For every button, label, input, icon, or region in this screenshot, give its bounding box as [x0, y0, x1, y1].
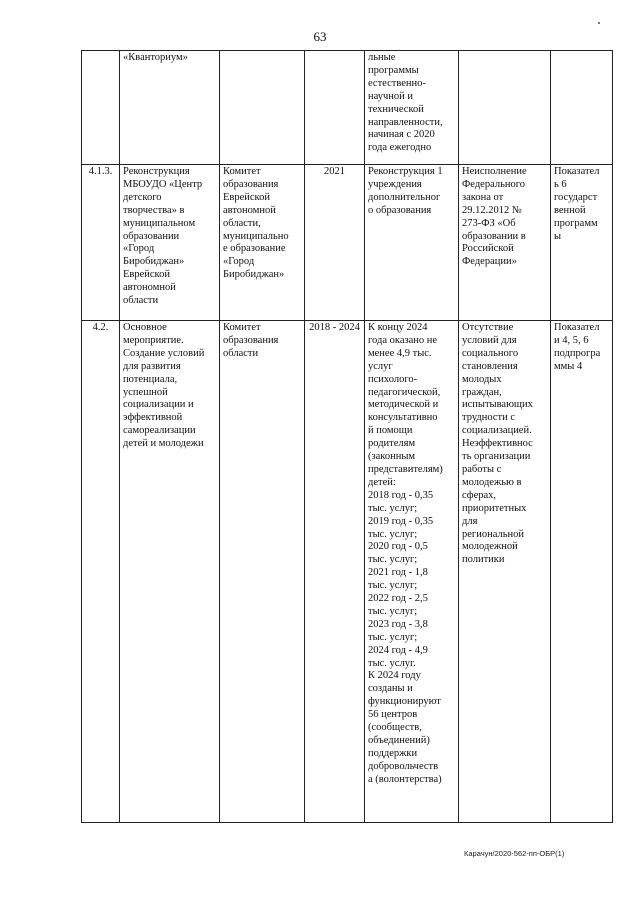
cell-line: молодых [462, 373, 502, 385]
cell-year: 2018 - 2024 [305, 321, 365, 823]
cell-line: направленности, [368, 116, 443, 128]
cell-line: ь 6 [554, 178, 567, 190]
cell-line: социализацией. [462, 425, 532, 437]
cell-line: социального [462, 347, 519, 359]
cell-line: Создание условий [123, 347, 205, 359]
cell-line: объединений) [368, 735, 430, 746]
cell-line: для развития [123, 360, 181, 372]
cell-line: созданы и [368, 683, 413, 695]
cell-line: эффективной [123, 412, 183, 424]
cell-line: консультативно [368, 412, 438, 424]
cell-line: ть организации [462, 451, 531, 463]
cell-line: региональной [462, 528, 524, 540]
cell-line: учреждения [368, 178, 422, 190]
cell-line: венной [554, 204, 586, 216]
cell-line: детей и молодежи [123, 438, 204, 450]
cell-line: научной и [368, 90, 414, 102]
cell-line: подпрогра [554, 347, 601, 359]
cell-executor [220, 165, 305, 321]
cell-line: Реконструкция 1 [368, 166, 443, 177]
measures-table [81, 50, 613, 823]
cell-line: родителям [368, 438, 416, 450]
cell-line: политики [462, 554, 505, 566]
cell-line: и 4, 5, 6 [554, 334, 589, 346]
cell-line: образования [223, 178, 279, 190]
cell-line: детей: [368, 476, 396, 488]
cell-line: Неэффективнос [462, 438, 533, 450]
cell-num: 4.2. [82, 321, 120, 823]
cell-line: «Город [123, 243, 155, 255]
cell-line: ммы 4 [554, 360, 583, 372]
cell-line: педагогической, [368, 386, 441, 398]
cell-line: тыс. услуг; [368, 631, 418, 643]
cell-line: «Кванториум» [123, 52, 188, 63]
cell-line: добровольчеств [368, 760, 439, 772]
cell-consequence [459, 51, 551, 165]
cell-line: граждан, [462, 386, 502, 398]
cell-line: а (волонтерства) [368, 773, 442, 785]
cell-link [551, 51, 613, 165]
cell-line: тыс. услуг; [368, 580, 418, 592]
cell-line: приоритетных [462, 502, 527, 514]
cell-line: тыс. услуг; [368, 605, 418, 617]
cell-line: 2019 год - 0,35 [368, 515, 434, 527]
cell-executor [220, 51, 305, 165]
cell-line: Еврейской [223, 191, 270, 203]
document-code: Карачун/2020-562-пп-ОБР(1) [464, 849, 565, 858]
cell-line: 2021 год - 1,8 [368, 567, 428, 579]
cell-line: области, [223, 217, 261, 229]
cell-consequence [459, 321, 551, 823]
cell-line: области [223, 347, 259, 359]
cell-line: Комитет [223, 166, 261, 177]
cell-line: образования [223, 334, 279, 346]
cell-line: Неисполнение [462, 166, 527, 177]
cell-line: начиная с 2020 [368, 129, 435, 141]
cell-line: 2024 год - 4,9 [368, 644, 428, 656]
cell-line: естественно- [368, 77, 426, 89]
cell-line: методической и [368, 399, 439, 411]
cell-line: поддержки [368, 747, 418, 759]
cell-line: о образования [368, 204, 432, 216]
cell-line: Российской [462, 243, 514, 255]
cell-line: социализации и [123, 399, 194, 411]
cell-num: 4.1.3. [82, 165, 120, 321]
scan-mark [598, 22, 600, 24]
cell-line: потенциала, [123, 373, 178, 385]
cell-executor [220, 321, 305, 823]
cell-line: самореализации [123, 425, 196, 437]
cell-line: ы [554, 230, 562, 242]
cell-line: психолого- [368, 373, 418, 385]
cell-result [365, 321, 459, 823]
cell-line: 2020 год - 0,5 [368, 541, 428, 553]
cell-line: «Город [223, 256, 255, 268]
table-row [82, 51, 613, 165]
cell-line: условий для [462, 334, 517, 346]
cell-line: Отсутствие [462, 322, 514, 333]
cell-line: для [462, 515, 478, 527]
cell-line: К концу 2024 [368, 322, 428, 333]
cell-line: года ежегодно [368, 142, 432, 154]
cell-link [551, 165, 613, 321]
cell-line: Показател [554, 322, 600, 333]
cell-line: Еврейской [123, 269, 170, 281]
cell-consequence [459, 165, 551, 321]
cell-line: тыс. услуг; [368, 528, 418, 540]
cell-result [365, 165, 459, 321]
cell-line: Биробиджан» [223, 269, 285, 281]
cell-line: дополнительног [368, 191, 441, 203]
cell-num [82, 51, 120, 165]
cell-name [120, 321, 220, 823]
cell-line: работы с [462, 463, 502, 475]
cell-line: трудности с [462, 412, 516, 424]
cell-line: Биробиджан» [123, 256, 185, 268]
cell-line: закона от [462, 191, 504, 203]
cell-line: тыс. услуг. [368, 657, 416, 669]
cell-line: тыс. услуг; [368, 502, 418, 514]
cell-line: (законным [368, 451, 416, 463]
cell-line: услуг [368, 360, 393, 372]
cell-line: менее 4,9 тыс. [368, 347, 432, 359]
cell-line: мероприятие. [123, 334, 184, 346]
cell-line: (сообществ, [368, 722, 422, 734]
cell-line: тыс. услуг; [368, 554, 418, 566]
cell-line: представителям) [368, 463, 443, 475]
cell-line: образовании в [462, 230, 526, 242]
page-number: 63 [313, 29, 327, 44]
cell-line: функционируют [368, 696, 441, 708]
cell-line: 29.12.2012 № [462, 204, 522, 216]
cell-line: муниципально [223, 230, 289, 242]
cell-year [305, 51, 365, 165]
cell-line: 2023 год - 3,8 [368, 618, 428, 630]
cell-line: Федерации» [462, 256, 517, 268]
cell-line: испытывающих [462, 399, 533, 411]
cell-line: муниципальном [123, 217, 196, 229]
cell-line: й помощи [368, 425, 413, 437]
cell-line: творчества» в [123, 204, 185, 216]
cell-line: успешной [123, 386, 168, 398]
cell-line: е образование [223, 243, 286, 255]
cell-line: Комитет [223, 322, 261, 333]
cell-line: 2022 год - 2,5 [368, 593, 428, 605]
cell-line: МБОУДО «Центр [123, 178, 203, 190]
table-row [82, 321, 613, 823]
cell-line: 56 центров [368, 709, 418, 721]
cell-name [120, 51, 220, 165]
table-row [82, 165, 613, 321]
cell-link [551, 321, 613, 823]
cell-line: автономной [223, 204, 276, 216]
cell-line: становления [462, 360, 518, 372]
cell-line: автономной [123, 282, 176, 294]
cell-line: образовании [123, 230, 180, 242]
cell-line: молодежной [462, 541, 518, 553]
cell-line: 2018 год - 0,35 [368, 489, 434, 501]
cell-line: программ [554, 217, 598, 229]
cell-name [120, 165, 220, 321]
cell-line: программы [368, 64, 419, 76]
cell-line: Показател [554, 166, 600, 177]
cell-line: государст [554, 191, 598, 203]
cell-line: Реконструкция [123, 166, 190, 177]
cell-line: Федерального [462, 178, 526, 190]
cell-line: К 2024 году [368, 670, 421, 682]
cell-line: области [123, 295, 159, 307]
cell-result [365, 51, 459, 165]
cell-line: Основное [123, 322, 167, 333]
cell-line: технической [368, 103, 424, 115]
cell-line: детского [123, 191, 162, 203]
cell-line: сферах, [462, 489, 497, 501]
cell-line: молодежью в [462, 476, 522, 488]
cell-line: 273-ФЗ «Об [462, 217, 516, 229]
cell-line: года оказано не [368, 334, 438, 346]
cell-year: 2021 [305, 165, 365, 321]
cell-line: льные [368, 52, 396, 63]
